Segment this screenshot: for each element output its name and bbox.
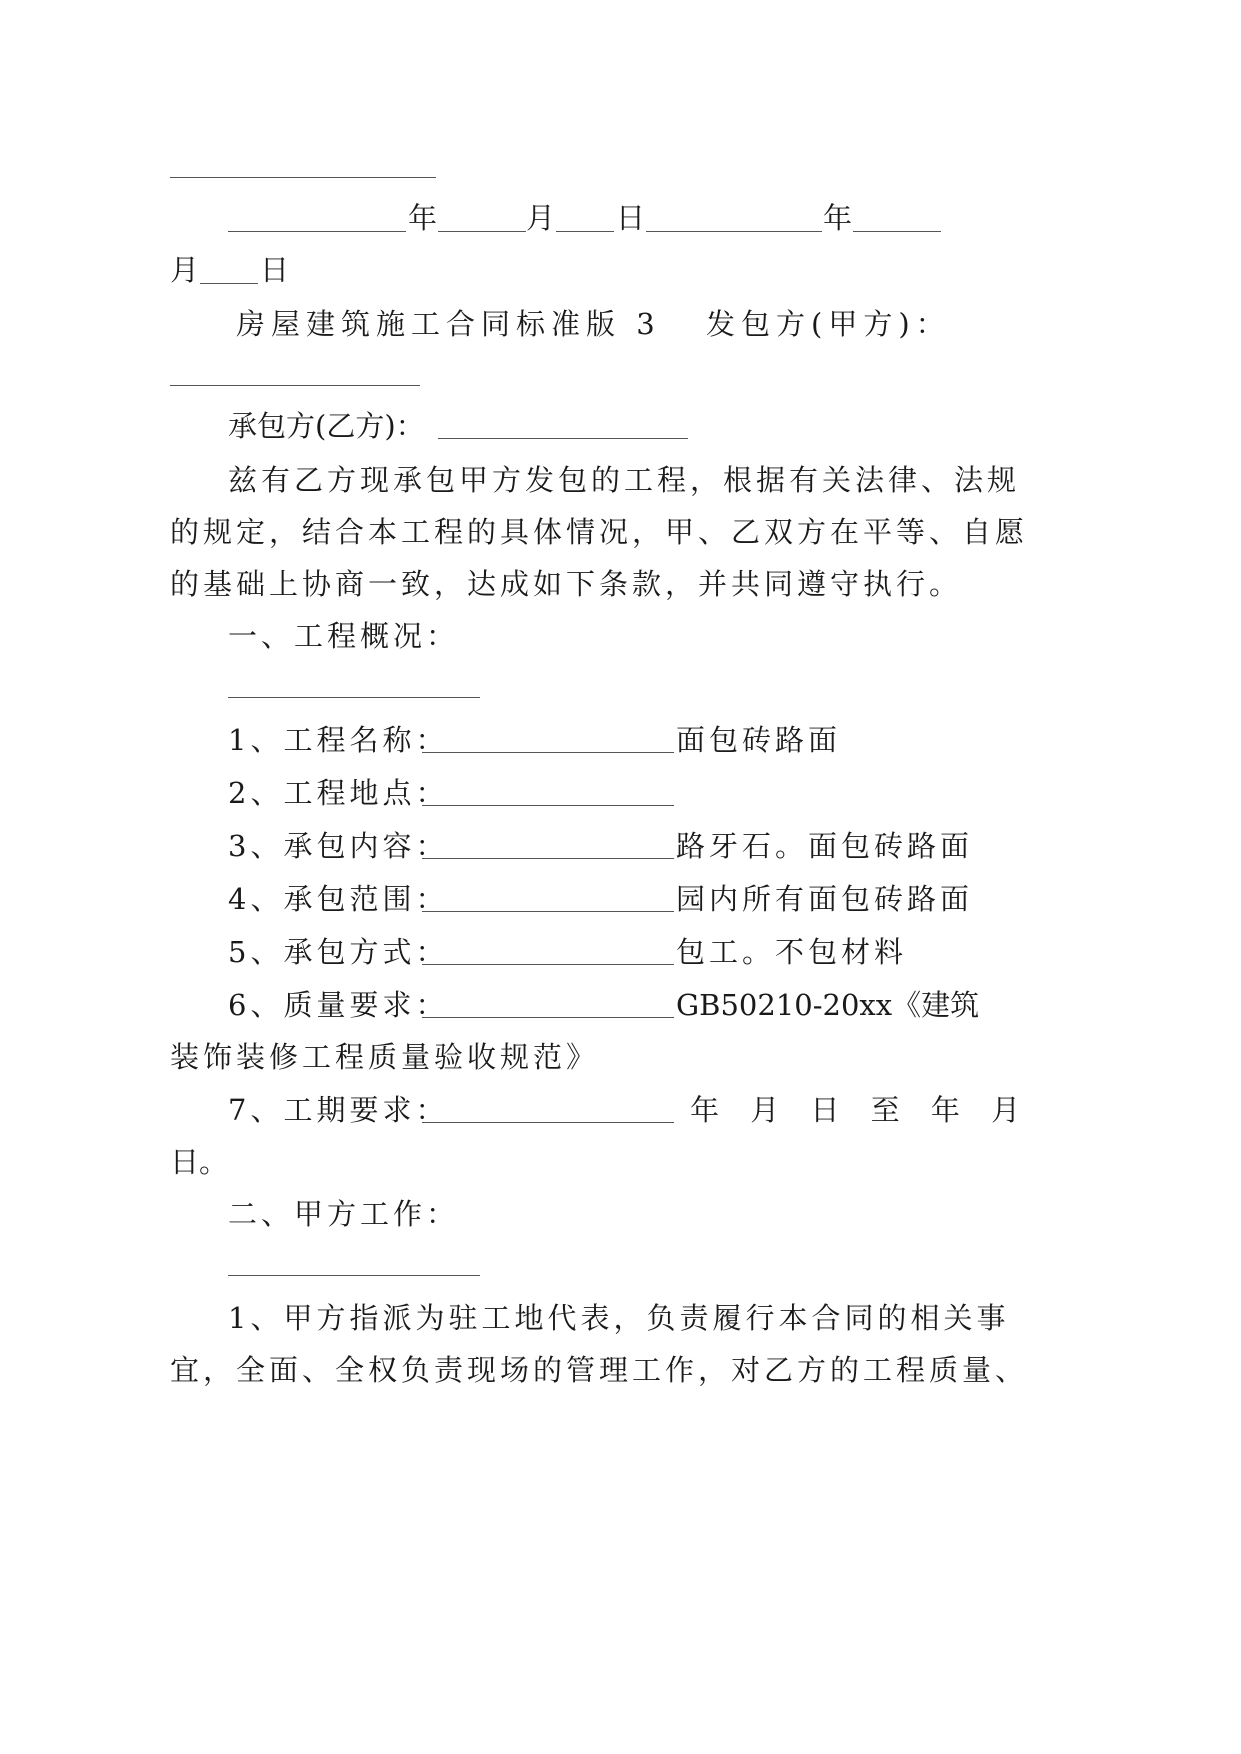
- blank-line: [422, 805, 674, 806]
- blank-line: [422, 1017, 674, 1018]
- item-label: 4、承包范围：: [228, 882, 449, 916]
- item-value: 路牙石。面包砖路面: [676, 829, 974, 863]
- party-a-label: 发包方(甲方)：: [706, 307, 951, 341]
- contract-title: 房屋建筑施工合同标准版 3: [236, 307, 661, 341]
- item-label: 6、质量要求：: [228, 988, 449, 1022]
- blank-line: [853, 231, 941, 232]
- day-label: 日: [616, 201, 646, 235]
- blank-line: [438, 438, 688, 439]
- blank-line: [200, 283, 258, 284]
- blank-line: [422, 1122, 674, 1123]
- item-value: 面包砖路面: [676, 723, 842, 757]
- blank-line: [170, 385, 420, 386]
- blank-line: [422, 964, 674, 965]
- item-continuation: 日。: [170, 1145, 229, 1179]
- item-continuation: 装饰装修工程质量验收规范》: [170, 1040, 600, 1074]
- item-label: 1、工程名称：: [228, 723, 449, 757]
- item-label: 5、承包方式：: [228, 935, 449, 969]
- blank-line: [422, 858, 674, 859]
- month-label: 月: [526, 201, 556, 235]
- blank-line: [228, 697, 480, 698]
- blank-line: [170, 177, 436, 178]
- blank-line: [228, 1275, 480, 1276]
- year-label: 年: [408, 201, 438, 235]
- clause-line: 1、甲方指派为驻工地代表，负责履行本合同的相关事: [228, 1301, 1010, 1335]
- clause-line: 宜，全面、全权负责现场的管理工作，对乙方的工程质量、: [170, 1353, 1029, 1387]
- blank-line: [438, 231, 526, 232]
- blank-line: [422, 911, 674, 912]
- intro-line: 兹有乙方现承包甲方发包的工程，根据有关法律、法规: [228, 463, 1021, 497]
- blank-line: [422, 752, 674, 753]
- month-label: 月: [170, 253, 200, 287]
- item-value: GB50210-20xx《建筑: [676, 988, 980, 1022]
- item-label: 2、工程地点：: [228, 776, 449, 810]
- section-heading: 二、甲方工作：: [228, 1197, 460, 1231]
- day-label: 日: [260, 253, 290, 287]
- blank-line: [646, 231, 822, 232]
- section-heading: 一、工程概况：: [228, 619, 460, 653]
- party-b-label: 承包方(乙方)：: [228, 409, 425, 443]
- item-label: 7、工期要求：: [228, 1093, 449, 1127]
- item-label: 3、承包内容：: [228, 829, 449, 863]
- blank-line: [556, 231, 614, 232]
- intro-line: 的基础上协商一致，达成如下条款，并共同遵守执行。: [170, 567, 963, 601]
- item-value: 园内所有面包砖路面: [676, 882, 974, 916]
- intro-line: 的规定，结合本工程的具体情况，甲、乙双方在平等、自愿: [170, 515, 1029, 549]
- item-value: 年 月 日 至 年 月: [690, 1093, 1021, 1127]
- item-value: 包工。不包材料: [676, 935, 908, 969]
- blank-line: [228, 231, 406, 232]
- year-label: 年: [823, 201, 853, 235]
